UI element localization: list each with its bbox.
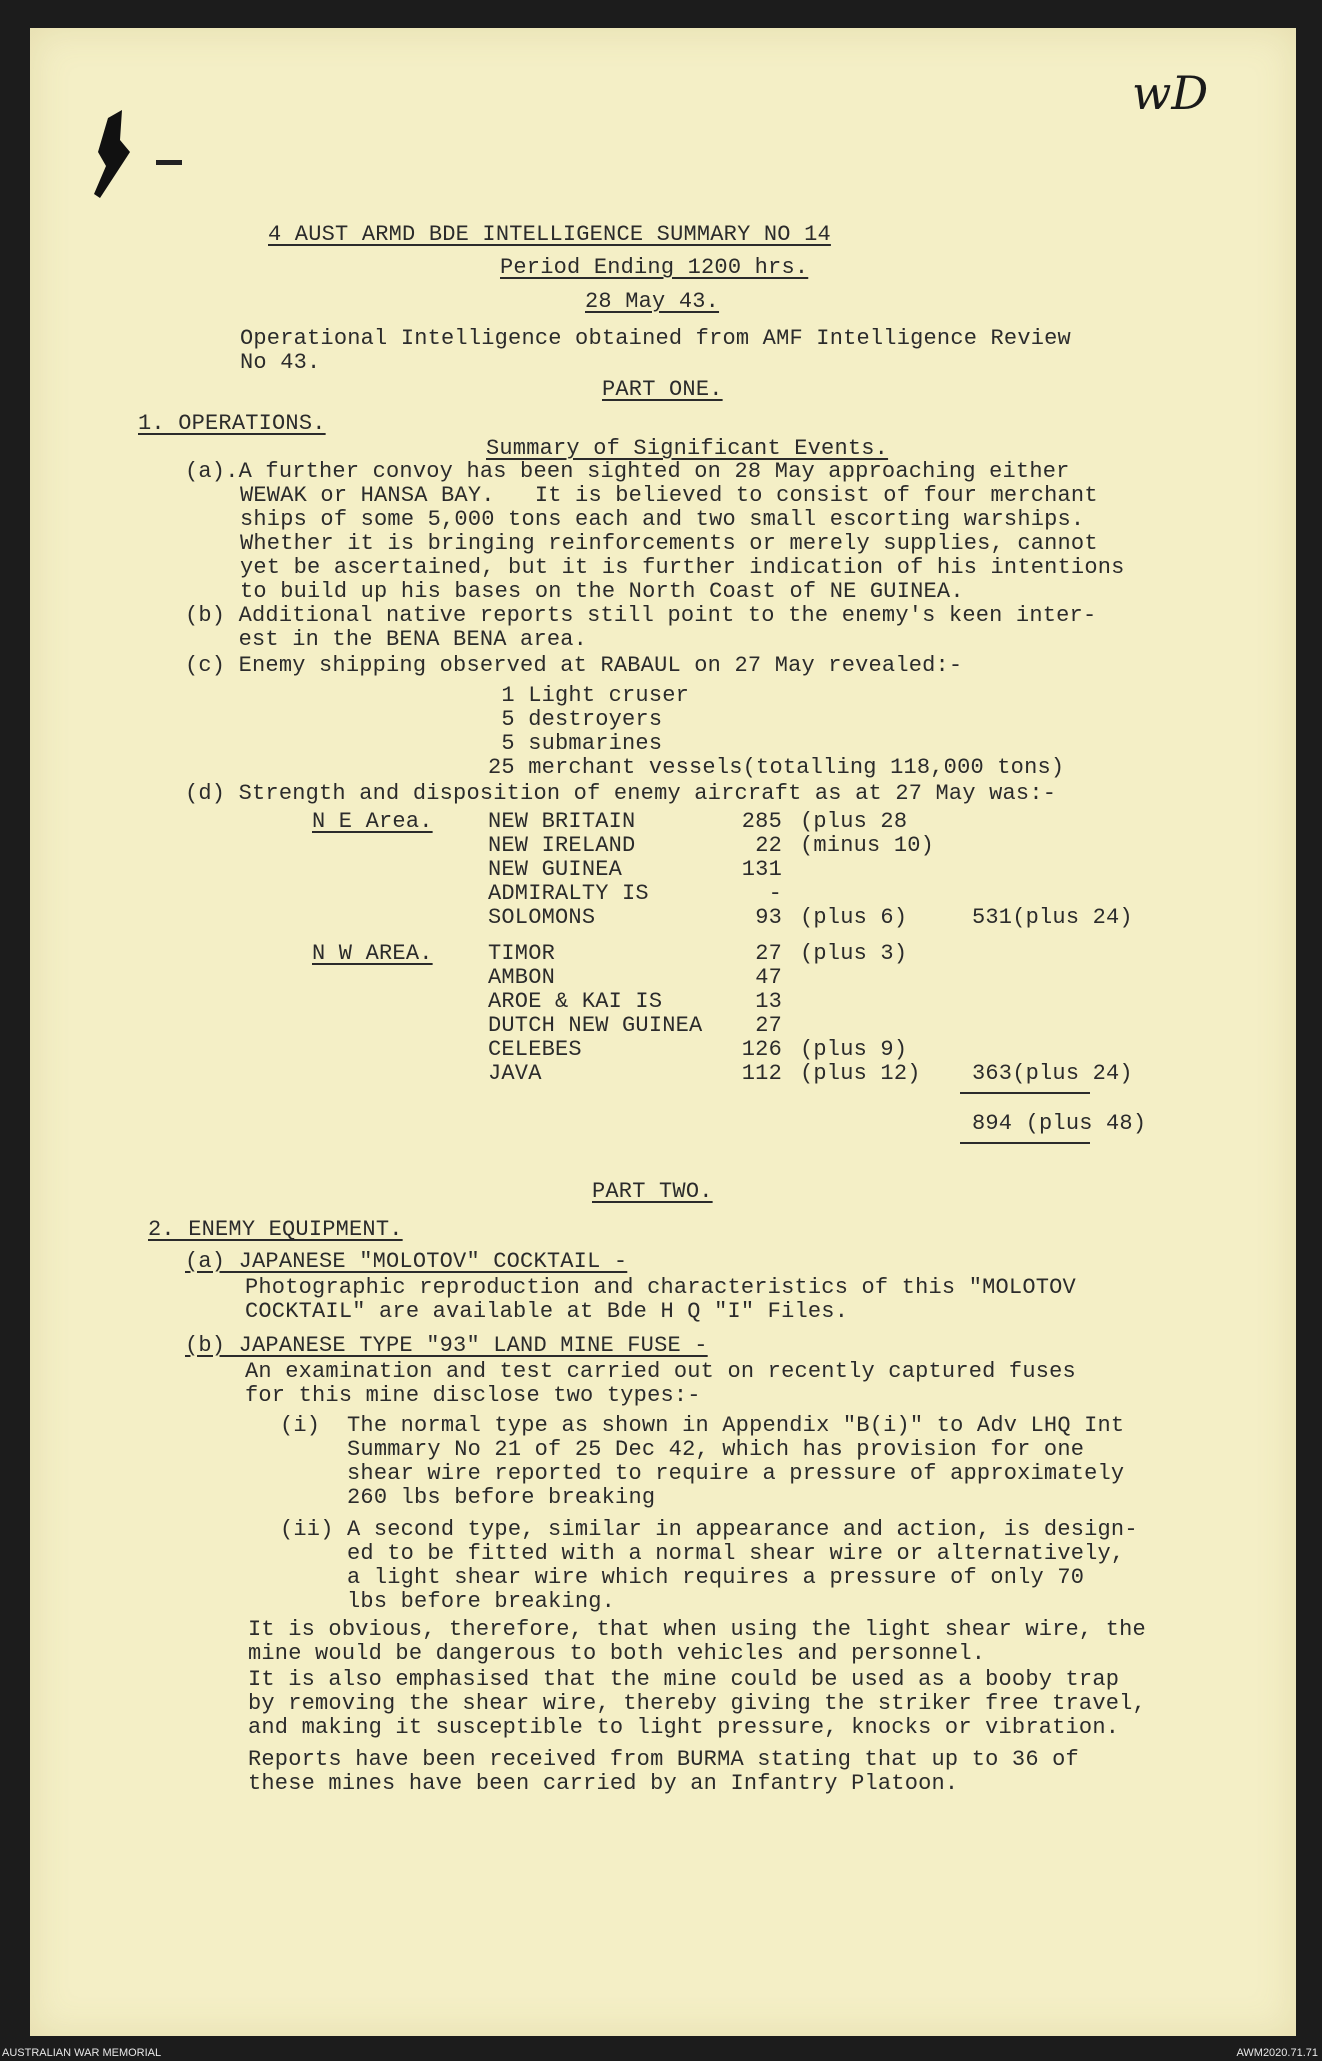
para-b-line: (b) Additional native reports still point to the enemy's keen inter- (185, 603, 1097, 628)
closing-text: by removing the shear wire, thereby giving the striker free travel, (248, 1691, 1146, 1716)
para-a-line: Whether it is bringing reinforcements or merely supplies, cannot (240, 531, 1098, 556)
aircraft-count: 93 (755, 905, 782, 930)
summary-subheading: Summary of Significant Events. (486, 436, 889, 461)
aircraft-location: NEW GUINEA (488, 857, 623, 882)
area-subtotal: 531(plus 24) (972, 905, 1133, 930)
para-a-line: ships of some 5,000 tons each and two small escorting warships. (240, 507, 1085, 532)
para-d-line: (d) Strength and disposition of enemy aircraft as at 27 May was:- (185, 781, 1057, 806)
aircraft-location: AMBON (488, 965, 556, 990)
para-a-line: (a).A further convoy has been sighted on 28 May approaching either (185, 459, 1070, 484)
aircraft-location: TIMOR (488, 941, 556, 966)
aircraft-count: 112 (741, 1061, 782, 1086)
aircraft-note: (plus 3) (800, 941, 908, 966)
type-ii-text: ed to be fitted with a normal shear wire or alternatively, (280, 1541, 1125, 1566)
aircraft-count: 13 (755, 989, 782, 1014)
closing-text: and making it susceptible to light pressure, knocks or vibration. (248, 1715, 1120, 1740)
para-a-line: yet be ascertained, but it is further indication of his intentions (240, 555, 1125, 580)
total-rule-bottom (960, 1142, 1090, 1144)
aircraft-note: (minus 10) (800, 833, 935, 858)
aircraft-count: 27 (755, 1013, 782, 1038)
source-line-2: No 43. (240, 350, 321, 375)
reports-text: these mines have been carried by an Infantry Platoon. (248, 1771, 959, 1796)
handwritten-annotation: wD (1132, 66, 1209, 120)
type-i-text: 260 lbs before breaking (280, 1485, 656, 1510)
shipping-item: 1 Light cruser (488, 683, 690, 708)
aircraft-count: 131 (741, 857, 782, 882)
aircraft-location: SOLOMONS (488, 905, 596, 930)
part-one-heading: PART ONE. (602, 377, 723, 402)
para-b-line: est in the BENA BENA area. (185, 627, 588, 652)
ne-area-label: N E Area. (312, 809, 433, 834)
archive-credit: AUSTRALIAN WAR MEMORIAL (2, 2047, 162, 2059)
grand-total: 894 (plus 48) (972, 1111, 1147, 1136)
closing-text: It is also emphasised that the mine could be used as a booby trap (248, 1667, 1120, 1692)
aircraft-count: 27 (755, 941, 782, 966)
operations-heading: 1. OPERATIONS. (138, 411, 326, 436)
molotov-heading: (a) JAPANESE "MOLOTOV" COCKTAIL - (185, 1249, 628, 1274)
closing-text: mine would be dangerous to both vehicles and personnel. (248, 1641, 986, 1666)
aircraft-location: DUTCH NEW GUINEA (488, 1013, 703, 1038)
aircraft-location: AROE & KAI IS (488, 989, 663, 1014)
aircraft-location: CELEBES (488, 1037, 582, 1062)
type-i-text: shear wire reported to require a pressure of approximately (280, 1461, 1125, 1486)
aircraft-count: 47 (755, 965, 782, 990)
ink-mark-icon (80, 106, 190, 206)
equipment-heading: 2. ENEMY EQUIPMENT. (148, 1217, 403, 1242)
aircraft-count: - (768, 881, 782, 906)
aircraft-location: NEW BRITAIN (488, 809, 636, 834)
type-ii-text: a light shear wire which requires a pressure of only 70 (280, 1565, 1085, 1590)
source-line-1: Operational Intelligence obtained from AMF Intelligence Review (240, 326, 1071, 351)
summary-title: 4 AUST ARMD BDE INTELLIGENCE SUMMARY NO 14 (268, 222, 831, 247)
shipping-item: 5 destroyers (488, 707, 663, 732)
mine-fuse-text: An examination and test carried out on recently captured fuses (245, 1359, 1076, 1384)
aircraft-count: 285 (741, 809, 782, 834)
type-i-text: Summary No 21 of 25 Dec 42, which has provision for one (280, 1437, 1085, 1462)
type-ii-text: lbs before breaking. (280, 1589, 616, 1614)
type-ii-text: (ii) A second type, similar in appearance and action, is design- (280, 1517, 1138, 1542)
aircraft-note: (plus 28 (800, 809, 908, 834)
reports-text: Reports have been received from BURMA stating that up to 36 of (248, 1747, 1079, 1772)
area-subtotal: 363(plus 24) (972, 1061, 1133, 1086)
shipping-item: 25 merchant vessels(totalling 118,000 tons) (488, 755, 1065, 780)
aircraft-note: (plus 12) (800, 1061, 921, 1086)
shipping-item: 5 submarines (488, 731, 663, 756)
mine-fuse-heading: (b) JAPANESE TYPE "93" LAND MINE FUSE - (185, 1333, 708, 1358)
aircraft-note: (plus 6) (800, 905, 908, 930)
period-line: Period Ending 1200 hrs. (500, 255, 809, 280)
aircraft-count: 126 (741, 1037, 782, 1062)
para-a-line: to build up his bases on the North Coast of NE GUINEA. (240, 579, 964, 604)
archive-reference: AWM2020.71.71 (1236, 2047, 1318, 2059)
part-two-heading: PART TWO. (592, 1179, 713, 1204)
mine-fuse-text: for this mine disclose two types:- (245, 1383, 701, 1408)
aircraft-note: (plus 9) (800, 1037, 908, 1062)
date-line: 28 May 43. (585, 289, 720, 314)
total-rule-top (960, 1092, 1090, 1094)
nw-area-label: N W AREA. (312, 941, 433, 966)
para-c-line: (c) Enemy shipping observed at RABAUL on 27 May revealed:- (185, 653, 963, 678)
aircraft-count: 22 (755, 833, 782, 858)
para-a-line: WEWAK or HANSA BAY. It is believed to consist of four merchant (240, 483, 1098, 508)
aircraft-location: JAVA (488, 1061, 542, 1086)
aircraft-location: ADMIRALTY IS (488, 881, 649, 906)
molotov-text: COCKTAIL" are available at Bde H Q "I" Files. (245, 1299, 849, 1324)
document-page (30, 28, 1296, 2036)
type-i-text: (i) The normal type as shown in Appendix "B(i)" to Adv LHQ Int (280, 1413, 1125, 1438)
molotov-text: Photographic reproduction and characteristics of this "MOLOTOV (245, 1275, 1076, 1300)
closing-text: It is obvious, therefore, that when using the light shear wire, the (248, 1617, 1146, 1642)
aircraft-location: NEW IRELAND (488, 833, 636, 858)
